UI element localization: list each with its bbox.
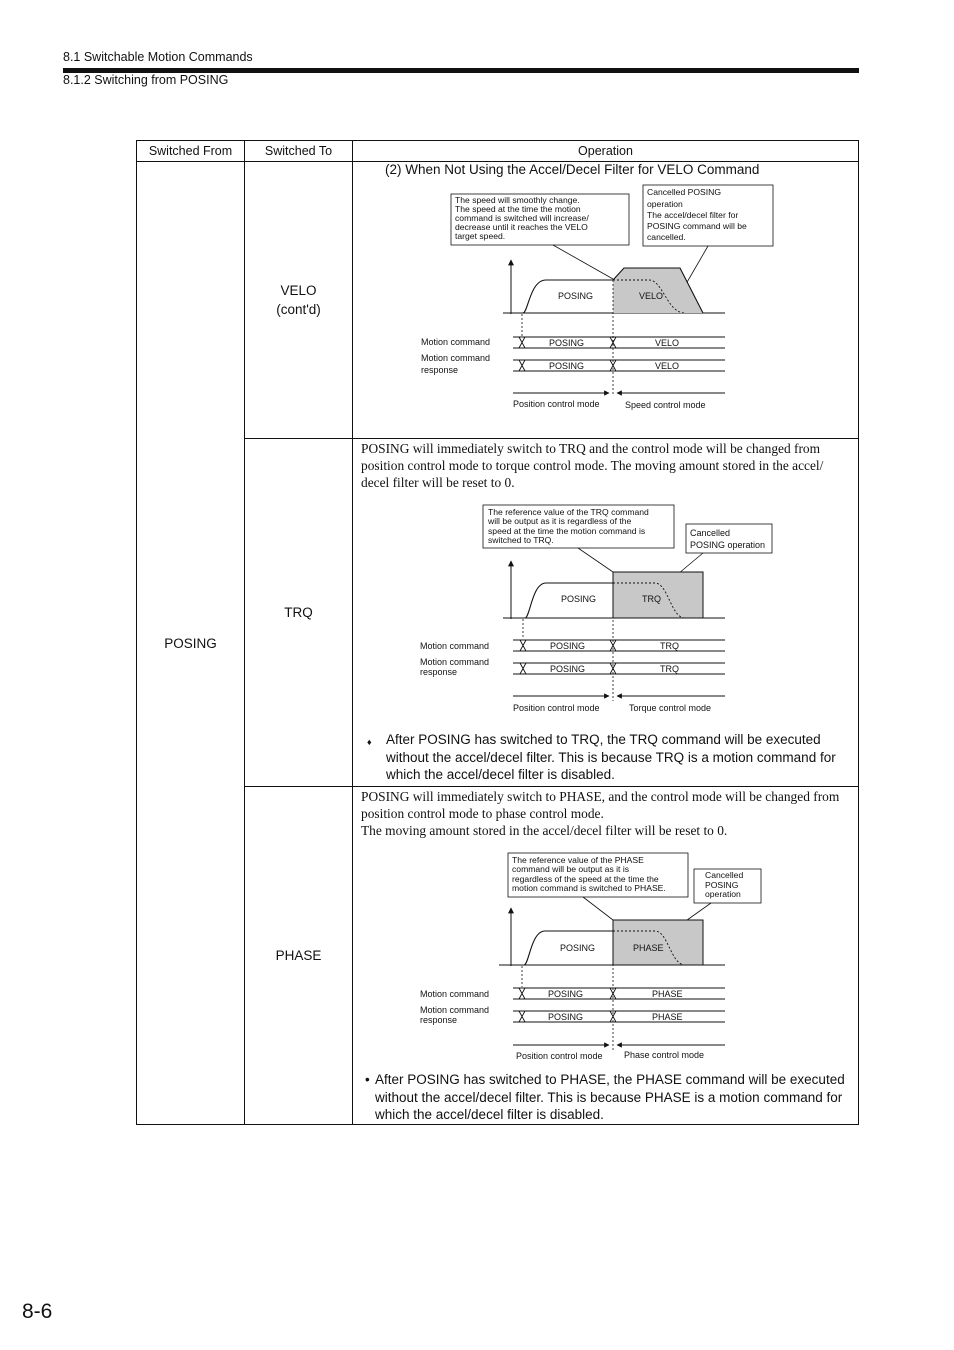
cmd-left: POSING [549,338,585,348]
switched-to-label: PHASE [275,948,322,963]
cmd-left: POSING [550,641,586,651]
switched-to-label: TRQ [284,605,313,620]
resp-right: PHASE [652,1012,683,1022]
resp-left: POSING [548,1012,584,1022]
callout-right-text: Cancelled POSING operation The accel/decel filter for POSING command will be cancelled. [647,187,747,242]
mode-left: Position control mode [513,703,600,713]
row-label-response: Motion command [421,353,491,363]
mode-right: Torque control mode [629,703,712,713]
switched-to-trq [245,439,353,787]
wave-label-right: VELO [639,291,664,301]
callout-left-text: The speed will smoothly change. The speed at the time the motion command is switched will increase/ decrease until it reaches the VELO target speed. [455,195,589,241]
switched-from-label: POSING [164,635,217,651]
phase-note [365,1071,857,1123]
callout-left-text: The reference value of the TRQ command will be output as it is regardless of the speed at the time the motion command is switched to TRQ. [488,507,649,545]
row-label-response-2: response [421,365,459,375]
mode-right: Phase control mode [624,1050,705,1060]
resp-left: POSING [549,361,585,371]
table-header-row [137,141,859,162]
section-heading: 8.1 Switchable Motion Commands [63,50,253,64]
resp-left: POSING [550,664,586,674]
header-operation: Operation [353,141,859,162]
note-line: without the accel/decel filter. This is because PHASE is a motion command for [375,1089,843,1105]
operation-trq [353,439,859,787]
table-row [137,439,859,787]
cmd-right: TRQ [660,641,679,651]
note-line: without the accel/decel filter. This is because TRQ is a motion command for [386,749,836,765]
trq-note [367,731,855,785]
bullet-icon: ♦ [367,737,372,747]
wave-label-right: TRQ [642,594,661,604]
row-label-motion-command: Motion command [420,989,490,999]
wave-label-right: PHASE [633,943,664,953]
timing-diagram-velo [353,162,857,438]
callout-left-text: The reference value of the PHASE command will be output as it is regardless of the speed at the time the motion command is switched to PHASE. [512,855,666,893]
mode-left: Position control mode [513,399,600,409]
cmd-right: PHASE [652,989,683,999]
callout-right-text: Cancelled POSING operation [690,528,766,550]
row-label-motion-command: Motion command [421,337,491,347]
note-line: After POSING has switched to PHASE, the PHASE command will be executed [375,1072,845,1087]
bullet-icon: • [365,1072,370,1087]
note-line: which the accel/decel filter is disabled. [386,767,615,783]
header-switched-to: Switched To [245,141,353,162]
switching-table [136,140,859,1125]
mode-right: Speed control mode [625,400,706,410]
resp-right: VELO [655,361,680,371]
note-line: After POSING has switched to TRQ, the TRQ command will be executed [386,732,821,747]
header-switched-from: Switched From [137,141,245,162]
table-row [137,162,859,439]
row-label-response-2: response [420,1015,458,1025]
callout-right-text: Cancelled POSING operation [705,870,744,899]
table-row [137,787,859,1125]
cmd-left: POSING [548,989,584,999]
note-line: which the accel/decel filter is disabled. [375,1107,604,1123]
resp-right: TRQ [660,664,679,674]
operation-phase [353,787,859,1125]
wave-label-left: POSING [558,291,594,301]
row-label-motion-command: Motion command [420,641,490,651]
page-number: 8-6 [22,1300,53,1323]
row-label-response: Motion command [420,1005,490,1015]
switched-to-label-cont: (cont'd) [276,302,321,317]
cmd-right: VELO [655,338,680,348]
switched-to-phase [245,787,353,1125]
row-label-response-2: response [420,667,458,677]
subsection-heading: 8.1.2 Switching from POSING [63,73,229,87]
operation-velo [353,162,859,439]
wave-label-left: POSING [560,943,596,953]
trq-description: POSING will immediately switch to TRQ and the control mode will be changed from position control mode to torque control mode. The moving amount stored in the accel/ decel filter will be reset to 0. [361,441,824,490]
switched-to-velo [245,162,353,439]
row-label-response: Motion command [420,657,490,667]
switched-from-cell [137,162,245,1125]
mode-left: Position control mode [516,1051,603,1061]
subheading: (2) When Not Using the Accel/Decel Filter for VELO Command [385,162,760,177]
switched-to-label: VELO [280,283,317,298]
wave-label-left: POSING [561,594,597,604]
phase-description: POSING will immediately switch to PHASE, and the control mode will be changed from position control mode to phase control mode. The moving amount stored in the accel/decel filter will be reset to 0. [361,789,840,838]
